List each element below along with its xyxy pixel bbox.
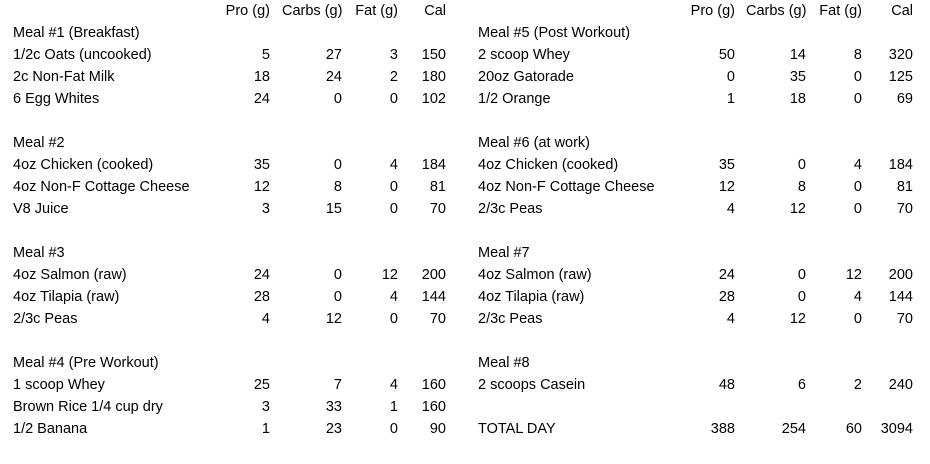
- carbs-value: 24: [325, 69, 342, 85]
- meal-title-row: [465, 242, 930, 264]
- header-carbs: Carbs (g): [746, 3, 807, 19]
- carbs-value: 254: [781, 421, 806, 437]
- calories-value: 200: [888, 267, 913, 283]
- fat-value: 0: [389, 421, 398, 437]
- spacer-row: [465, 110, 930, 132]
- carbs-value: 12: [325, 311, 342, 327]
- spacer-row: [465, 330, 930, 352]
- food-item-row: [0, 154, 455, 176]
- protein-value: 388: [710, 421, 735, 437]
- protein-value: 48: [718, 377, 735, 393]
- food-item-row: [465, 154, 930, 176]
- calories-value: 200: [421, 267, 446, 283]
- carbs-value: 0: [797, 289, 806, 305]
- fat-value: 4: [853, 157, 862, 173]
- carbs-value: 0: [797, 157, 806, 173]
- food-item-row: [465, 264, 930, 286]
- calories-value: 70: [896, 201, 913, 217]
- food-item-row: [0, 286, 455, 308]
- protein-value: 18: [253, 69, 270, 85]
- protein-value: 28: [718, 289, 735, 305]
- food-name: V8 Juice: [13, 201, 69, 217]
- fat-value: 0: [853, 179, 862, 195]
- meal-title-row: [0, 22, 455, 44]
- spacer-row: [0, 330, 455, 352]
- food-name: 2 scoops Casein: [478, 377, 586, 393]
- carbs-value: 23: [325, 421, 342, 437]
- food-item-row: [465, 198, 930, 220]
- protein-value: 4: [261, 311, 270, 327]
- food-name: 2c Non-Fat Milk: [13, 69, 115, 85]
- food-name: 4oz Non-F Cottage Cheese: [13, 179, 190, 195]
- protein-value: 24: [253, 91, 270, 107]
- fat-value: 3: [389, 47, 398, 63]
- header-fat: Fat (g): [355, 3, 398, 19]
- carbs-value: 12: [789, 311, 806, 327]
- header-fat: Fat (g): [819, 3, 862, 19]
- food-name: 4oz Tilapia (raw): [478, 289, 585, 305]
- spacer-row: [465, 220, 930, 242]
- food-name: 2/3c Peas: [478, 311, 543, 327]
- carbs-value: 33: [325, 399, 342, 415]
- protein-value: 24: [253, 267, 270, 283]
- food-item-row: [0, 88, 455, 110]
- food-item-row: [465, 286, 930, 308]
- header-pro: Pro (g): [690, 3, 735, 19]
- fat-value: 0: [853, 69, 862, 85]
- column-header-row: [0, 0, 455, 22]
- food-name: 4oz Chicken (cooked): [478, 157, 619, 173]
- carbs-value: 27: [325, 47, 342, 63]
- calories-value: 180: [421, 69, 446, 85]
- protein-value: 1: [261, 421, 270, 437]
- meal-title: Meal #7: [478, 245, 530, 261]
- left-meal-panel: [0, 0, 455, 440]
- food-name: 4oz Tilapia (raw): [13, 289, 120, 305]
- food-item-row: [0, 396, 455, 418]
- calories-value: 81: [896, 179, 913, 195]
- meal-title-row: [465, 132, 930, 154]
- calories-value: 102: [421, 91, 446, 107]
- calories-value: 160: [421, 399, 446, 415]
- protein-value: 3: [261, 399, 270, 415]
- fat-value: 60: [845, 421, 862, 437]
- calories-value: 184: [888, 157, 913, 173]
- fat-value: 12: [845, 267, 862, 283]
- spacer-row: [0, 220, 455, 242]
- carbs-value: 14: [789, 47, 806, 63]
- food-name: 1 scoop Whey: [13, 377, 105, 393]
- column-header-row: [465, 0, 930, 22]
- right-meal-panel: [465, 0, 930, 440]
- calories-value: 70: [896, 311, 913, 327]
- protein-value: 3: [261, 201, 270, 217]
- food-item-row: [465, 66, 930, 88]
- food-item-row: [0, 66, 455, 88]
- carbs-value: 35: [789, 69, 806, 85]
- food-name: 2/3c Peas: [13, 311, 78, 327]
- calories-value: 90: [429, 421, 446, 437]
- header-pro: Pro (g): [225, 3, 270, 19]
- fat-value: 0: [389, 179, 398, 195]
- food-name: 4oz Salmon (raw): [478, 267, 592, 283]
- protein-value: 5: [261, 47, 270, 63]
- food-item-row: [0, 44, 455, 66]
- calories-value: 3094: [880, 421, 913, 437]
- food-name: 1/2 Banana: [13, 421, 88, 437]
- header-carbs: Carbs (g): [282, 3, 343, 19]
- fat-value: 0: [853, 311, 862, 327]
- right-meal-rows: [465, 22, 930, 440]
- food-item-row: [0, 308, 455, 330]
- carbs-value: 0: [333, 289, 342, 305]
- calories-value: 320: [888, 47, 913, 63]
- calories-value: 150: [421, 47, 446, 63]
- food-item-row: [465, 374, 930, 396]
- spacer-row: [0, 110, 455, 132]
- carbs-value: 8: [797, 179, 806, 195]
- meal-title: Meal #1 (Breakfast): [13, 25, 140, 41]
- protein-value: 35: [718, 157, 735, 173]
- food-item-row: [465, 308, 930, 330]
- fat-value: 4: [389, 157, 398, 173]
- food-item-row: [0, 176, 455, 198]
- carbs-value: 0: [797, 267, 806, 283]
- calories-value: 70: [429, 201, 446, 217]
- calories-value: 125: [888, 69, 913, 85]
- meal-title: Meal #2: [13, 135, 65, 151]
- calories-value: 144: [888, 289, 913, 305]
- calories-value: 81: [429, 179, 446, 195]
- food-item-row: [465, 88, 930, 110]
- food-name: 1/2c Oats (uncooked): [13, 47, 152, 63]
- fat-value: 12: [381, 267, 398, 283]
- meal-title-row: [0, 132, 455, 154]
- fat-value: 4: [853, 289, 862, 305]
- carbs-value: 0: [333, 267, 342, 283]
- carbs-value: 0: [333, 157, 342, 173]
- carbs-value: 15: [325, 201, 342, 217]
- carbs-value: 7: [333, 377, 342, 393]
- protein-value: 0: [726, 69, 735, 85]
- carbs-value: 12: [789, 201, 806, 217]
- meal-title-row: [465, 352, 930, 374]
- fat-value: 0: [389, 201, 398, 217]
- meal-title: Meal #3: [13, 245, 65, 261]
- fat-value: 0: [853, 91, 862, 107]
- fat-value: 1: [389, 399, 398, 415]
- meal-title: Meal #5 (Post Workout): [478, 25, 631, 41]
- calories-value: 70: [429, 311, 446, 327]
- fat-value: 0: [853, 201, 862, 217]
- food-item-row: [0, 418, 455, 440]
- fat-value: 2: [853, 377, 862, 393]
- food-name: 2 scoop Whey: [478, 47, 570, 63]
- meal-title-row: [465, 22, 930, 44]
- calories-value: 144: [421, 289, 446, 305]
- meal-title: Meal #6 (at work): [478, 135, 591, 151]
- fat-value: 2: [389, 69, 398, 85]
- calories-value: 240: [888, 377, 913, 393]
- fat-value: 0: [389, 91, 398, 107]
- food-item-row: [465, 176, 930, 198]
- calories-value: 69: [896, 91, 913, 107]
- meal-title-row: [0, 242, 455, 264]
- protein-value: 50: [718, 47, 735, 63]
- header-cal: Cal: [424, 3, 446, 19]
- total-row: [465, 418, 930, 440]
- calories-value: 184: [421, 157, 446, 173]
- protein-value: 12: [718, 179, 735, 195]
- food-name: 6 Egg Whites: [13, 91, 100, 107]
- food-item-row: [0, 264, 455, 286]
- food-name: TOTAL DAY: [478, 421, 556, 437]
- protein-value: 12: [253, 179, 270, 195]
- spacer-row: [465, 396, 930, 418]
- protein-value: 35: [253, 157, 270, 173]
- food-name: Brown Rice 1/4 cup dry: [13, 399, 163, 415]
- carbs-value: 8: [333, 179, 342, 195]
- food-name: 4oz Chicken (cooked): [13, 157, 154, 173]
- protein-value: 28: [253, 289, 270, 305]
- protein-value: 24: [718, 267, 735, 283]
- fat-value: 4: [389, 289, 398, 305]
- food-item-row: [0, 198, 455, 220]
- protein-value: 4: [726, 201, 735, 217]
- meal-title-row: [0, 352, 455, 374]
- carbs-value: 0: [333, 91, 342, 107]
- fat-value: 8: [853, 47, 862, 63]
- food-name: 20oz Gatorade: [478, 69, 574, 85]
- food-item-row: [465, 44, 930, 66]
- meal-title: Meal #8: [478, 355, 530, 371]
- protein-value: 1: [726, 91, 735, 107]
- left-meal-rows: [0, 22, 455, 440]
- fat-value: 4: [389, 377, 398, 393]
- food-name: 4oz Salmon (raw): [13, 267, 127, 283]
- meal-title: Meal #4 (Pre Workout): [13, 355, 159, 371]
- protein-value: 25: [253, 377, 270, 393]
- protein-value: 4: [726, 311, 735, 327]
- header-cal: Cal: [891, 3, 913, 19]
- food-name: 2/3c Peas: [478, 201, 543, 217]
- food-name: 1/2 Orange: [478, 91, 551, 107]
- carbs-value: 18: [789, 91, 806, 107]
- calories-value: 160: [421, 377, 446, 393]
- food-name: 4oz Non-F Cottage Cheese: [478, 179, 655, 195]
- carbs-value: 6: [797, 377, 806, 393]
- fat-value: 0: [389, 311, 398, 327]
- food-item-row: [0, 374, 455, 396]
